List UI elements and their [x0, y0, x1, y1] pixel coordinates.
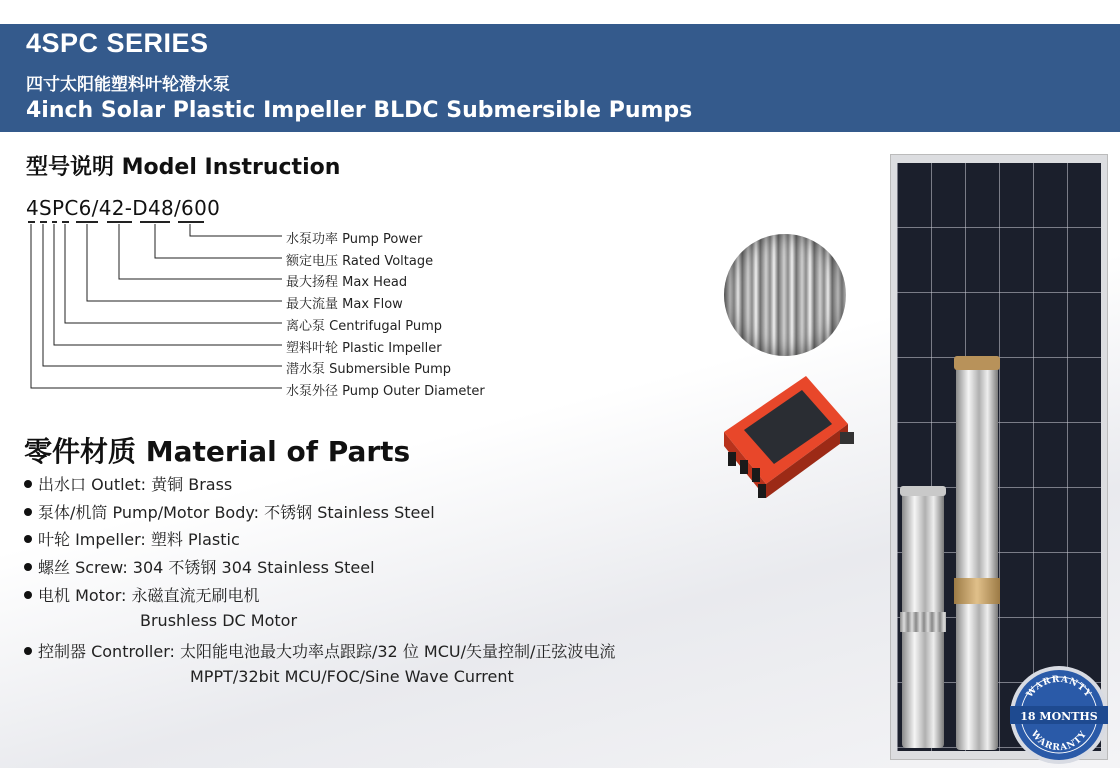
parts-controller-text: 控制器 Controller: 太阳能电池最大功率点跟踪/32 位 MCU/矢量控制/正弦波电流 [38, 642, 616, 661]
bullet-icon [24, 508, 32, 516]
bullet-icon [24, 563, 32, 571]
bullet-icon [24, 535, 32, 543]
pump-tall-photo [956, 362, 998, 750]
parts-controller-en: MPPT/32bit MCU/FOC/Sine Wave Current [190, 667, 514, 686]
bullet-icon [24, 591, 32, 599]
parts-motor-en: Brushless DC Motor [140, 611, 298, 630]
model-instruction-heading: 型号说明 Model Instruction [26, 155, 341, 180]
subtitle-english: 4inch Solar Plastic Impeller BLDC Submersible Pumps [26, 98, 693, 123]
badge-bottom-text: WARRANTY [1028, 729, 1090, 754]
badge-middle-text: 18 MONTHS [1020, 710, 1098, 723]
subtitle-chinese: 四寸太阳能塑料叶轮潜水泵 [26, 75, 230, 95]
parts-screw-text: 螺丝 Screw: 304 不锈钢 304 Stainless Steel [38, 558, 375, 577]
parts-body-text: 泵体/机筒 Pump/Motor Body: 不锈钢 Stainless Steel [38, 503, 435, 522]
model-code: 4SPC6/42-D48/600 [26, 196, 221, 220]
parts-impeller [24, 527, 240, 550]
parts-outlet [24, 472, 232, 495]
pump-short-cap [900, 486, 946, 496]
legend-pump-power: 水泵功率 Pump Power [286, 232, 423, 247]
controller-photo [714, 372, 856, 512]
badge-top-text: WARRANTY [1025, 674, 1094, 700]
parts-impeller-text: 叶轮 Impeller: 塑料 Plastic [38, 530, 240, 549]
warranty-badge-icon [1008, 664, 1110, 766]
parts-motor-text: 电机 Motor: 永磁直流无刷电机 [38, 586, 260, 605]
legend-max-flow: 最大流量 Max Flow [286, 297, 403, 312]
parts-motor [24, 583, 260, 606]
pump-short-inlet [900, 612, 946, 632]
pump-tall-outlet [954, 356, 1000, 370]
legend-outer-diameter: 水泵外径 Pump Outer Diameter [286, 384, 485, 399]
legend-plastic-impeller: 塑料叶轮 Plastic Impeller [286, 341, 442, 356]
parts-screw [24, 555, 375, 578]
parts-heading: 零件材质 Material of Parts [24, 435, 411, 468]
bullet-icon [24, 647, 32, 655]
series-title: 4SPC SERIES [26, 28, 209, 58]
bullet-icon [24, 480, 32, 488]
pump-tall-band [954, 578, 1000, 604]
legend-centrifugal-pump: 离心泵 Centrifugal Pump [286, 319, 443, 334]
legend-rated-voltage: 额定电压 Rated Voltage [286, 254, 434, 269]
legend-max-head: 最大扬程 Max Head [286, 275, 408, 290]
impeller-photo [724, 234, 846, 356]
parts-outlet-text: 出水口 Outlet: 黄铜 Brass [38, 475, 233, 494]
parts-body [24, 500, 435, 523]
legend-submersible-pump: 潜水泵 Submersible Pump [286, 362, 452, 377]
parts-controller [24, 639, 615, 662]
